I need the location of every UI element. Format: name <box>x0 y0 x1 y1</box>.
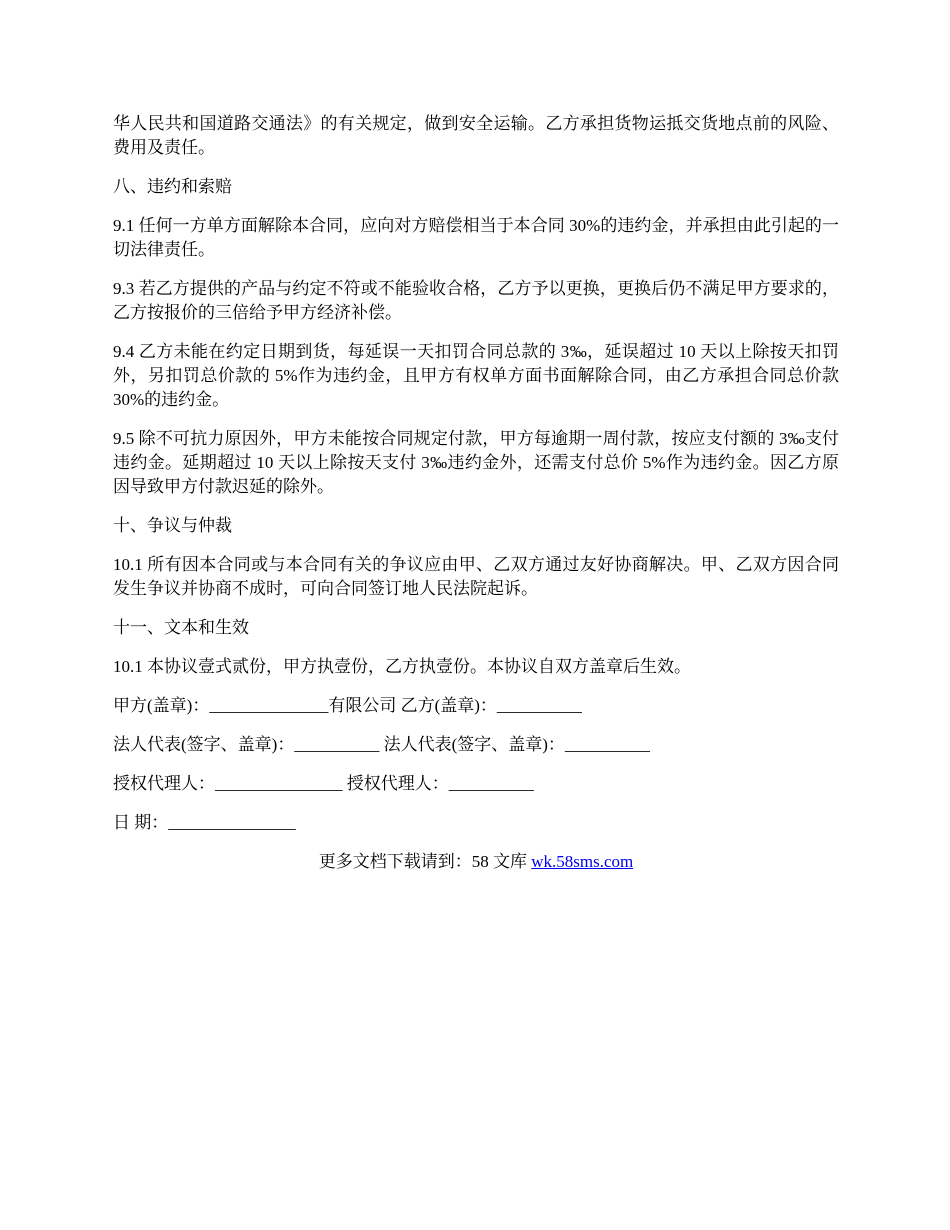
footer-text: 更多文档下载请到：58 文库 <box>318 852 532 871</box>
document-page <box>113 112 839 874</box>
clause-9-1: 9.1 任何一方单方面解除本合同，应向对方赔偿相当于本合同 30%的违约金，并承担由此引起的一切法律责任。 <box>113 216 839 259</box>
section-heading-dispute: 十、争议与仲裁 <box>113 516 232 535</box>
signature-line-agent: 授权代理人：_______________ 授权代理人：__________ <box>113 774 534 793</box>
footer <box>113 850 839 874</box>
paragraph-intro: 华人民共和国道路交通法》的有关规定，做到安全运输。乙方承担货物运抵交货地点前的风险、费用及责任。 <box>113 114 839 157</box>
clause-9-4: 9.4 乙方未能在约定日期到货，每延误一天扣罚合同总款的 3‰，延误超过 10 天以上除按天扣罚外，另扣罚总价款的 5%作为违约金，且甲方有权单方面书面解除合同，由乙方承担合同总价款 30%的违约金。 <box>113 342 839 409</box>
clause-9-3: 9.3 若乙方提供的产品与约定不符或不能验收合格，乙方予以更换，更换后仍不满足甲方要求的，乙方按报价的三倍给予甲方经济补偿。 <box>113 279 839 322</box>
signature-line-legal-rep: 法人代表(签字、盖章)：__________ 法人代表(签字、盖章)：__________ <box>113 735 650 754</box>
footer-link[interactable]: wk.58sms.com <box>531 852 634 871</box>
clause-10-1-dispute: 10.1 所有因本合同或与本合同有关的争议应由甲、乙双方通过友好协商解决。甲、乙双方因合同发生争议并协商不成时，可向合同签订地人民法院起诉。 <box>113 555 839 598</box>
section-heading-effect: 十一、文本和生效 <box>113 618 249 637</box>
section-heading-breach: 八、违约和索赔 <box>113 177 232 196</box>
clause-10-1-effect: 10.1 本协议壹式贰份，甲方执壹份，乙方执壹份。本协议自双方盖章后生效。 <box>113 657 691 676</box>
signature-line-date: 日 期：_______________ <box>113 813 296 832</box>
signature-line-seal: 甲方(盖章)：______________有限公司 乙方(盖章)：__________ <box>113 696 582 715</box>
clause-9-5: 9.5 除不可抗力原因外，甲方未能按合同规定付款，甲方每逾期一周付款，按应支付额的 3‰支付违约金。延期超过 10 天以上除按天支付 3‰违约金外，还需支付总价 5%作为违约金。因乙方原因导致甲方付款迟延的除外。 <box>113 429 839 496</box>
